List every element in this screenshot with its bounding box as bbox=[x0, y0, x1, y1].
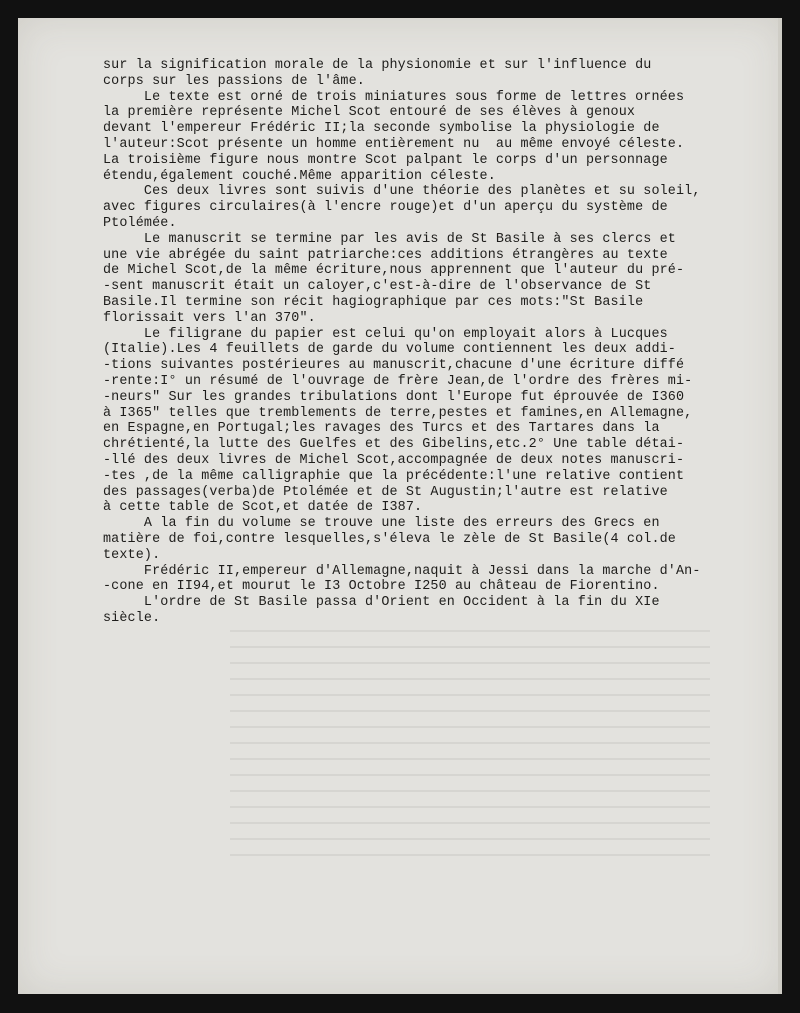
text-line: la première représente Michel Scot entouré de ses élèves à genoux bbox=[103, 105, 636, 121]
text-line: matière de foi,contre lesquelles,s'éleva le zèle de St Basile(4 col.de bbox=[103, 531, 676, 547]
text-line: sur la signification morale de la physionomie et sur l'influence du bbox=[103, 58, 652, 73]
show-through-text bbox=[230, 630, 710, 950]
text-line: de Michel Scot,de la même écriture,nous apprennent que l'auteur du pré- bbox=[103, 263, 685, 279]
text-line: Le manuscrit se termine par les avis de St Basile à ses clercs et bbox=[103, 231, 676, 247]
text-line: siècle. bbox=[103, 610, 161, 626]
text-line: l'auteur:Scot présente un homme entièrement nu au même envoyé céleste. bbox=[103, 136, 685, 152]
text-line: texte). bbox=[103, 547, 161, 563]
text-line: -cone en II94,et mourut le I3 Octobre I250 au château de Fiorentino. bbox=[103, 579, 660, 595]
paper-edge bbox=[778, 18, 782, 994]
text-line: chrétienté,la lutte des Guelfes et des Gibelins,etc.2° Une table détai- bbox=[103, 437, 685, 453]
text-line: La troisième figure nous montre Scot palpant le corps d'un personnage bbox=[103, 152, 668, 168]
text-line: -rente:I° un résumé de l'ouvrage de frère Jean,de l'ordre des frères mi- bbox=[103, 373, 693, 389]
text-line: (Italie).Les 4 feuillets de garde du volume contiennent les deux addi- bbox=[103, 342, 676, 358]
text-line: à I365" telles que tremblements de terre,pestes et famines,en Allemagne, bbox=[103, 405, 693, 421]
text-line: avec figures circulaires(à l'encre rouge)et d'un aperçu du système de bbox=[103, 200, 668, 216]
text-line: une vie abrégée du saint patriarche:ces additions étrangères au texte bbox=[103, 247, 668, 263]
text-line: à cette table de Scot,et datée de I387. bbox=[103, 500, 423, 516]
text-line: A la fin du volume se trouve une liste des erreurs des Grecs en bbox=[103, 516, 660, 532]
text-line: Le filigrane du papier est celui qu'on employait alors à Lucques bbox=[103, 326, 668, 342]
typed-text-body bbox=[103, 58, 763, 627]
text-line: -llé des deux livres de Michel Scot,accompagnée de deux notes manuscri- bbox=[103, 452, 685, 468]
text-line: -neurs" Sur les grandes tribulations dont l'Europe fut éprouvée de I360 bbox=[103, 389, 685, 405]
text-line: devant l'empereur Frédéric II;la seconde symbolise la physiologie de bbox=[103, 121, 660, 137]
text-line: étendu,également couché.Même apparition céleste. bbox=[103, 168, 496, 184]
text-line: Ptolémée. bbox=[103, 215, 177, 231]
text-line: Frédéric II,empereur d'Allemagne,naquit à Jessi dans la marche d'An- bbox=[103, 563, 701, 579]
text-line: Le texte est orné de trois miniatures sous forme de lettres ornées bbox=[103, 89, 685, 105]
text-line: corps sur les passions de l'âme. bbox=[103, 73, 365, 89]
text-line: -tes ,de la même calligraphie que la précédente:l'une relative contient bbox=[103, 468, 685, 484]
text-line: L'ordre de St Basile passa d'Orient en Occident à la fin du XIe bbox=[103, 595, 660, 611]
text-line: des passages(verba)de Ptolémée et de St Augustin;l'autre est relative bbox=[103, 484, 668, 500]
text-line: florissait vers l'an 370". bbox=[103, 310, 316, 326]
text-line: -sent manuscrit était un caloyer,c'est-à-dire de l'observance de St bbox=[103, 279, 652, 295]
text-line: Ces deux livres sont suivis d'une théorie des planètes et su soleil, bbox=[103, 184, 701, 200]
text-line: Basile.Il termine son récit hagiographique par ces mots:"St Basile bbox=[103, 294, 644, 310]
text-line: -tions suivantes postérieures au manuscrit,chacune d'une écriture diffé bbox=[103, 358, 685, 374]
text-line: en Espagne,en Portugal;les ravages des Turcs et des Tartares dans la bbox=[103, 421, 660, 437]
